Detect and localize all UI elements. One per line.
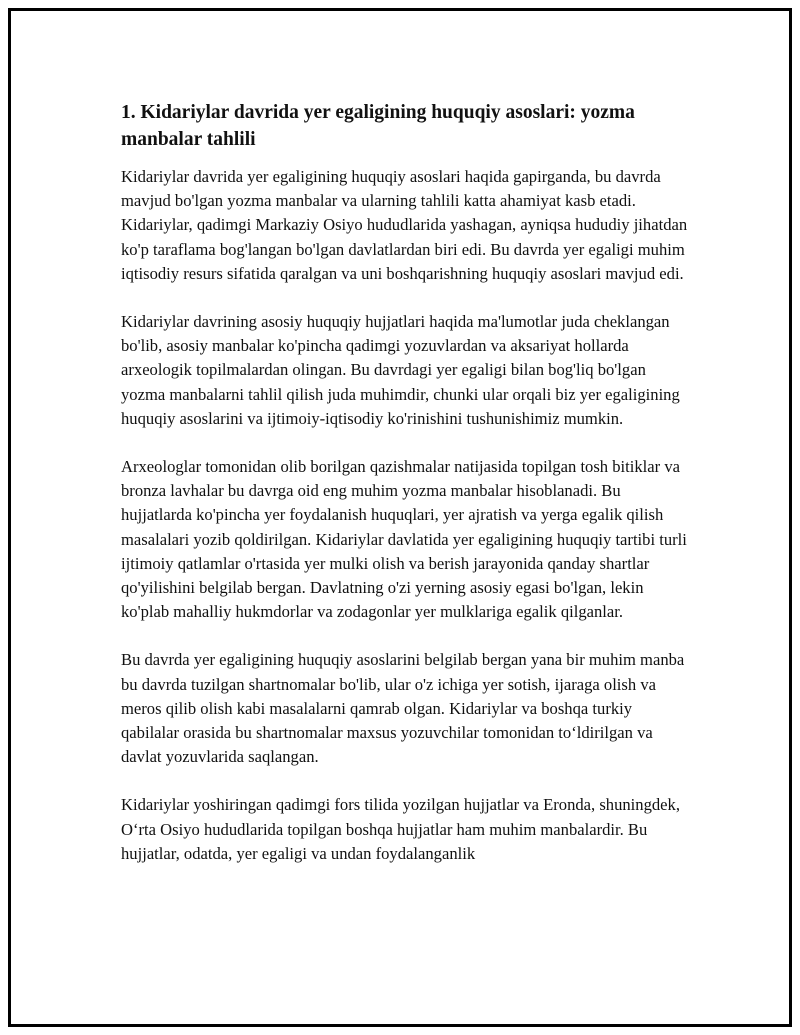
document-body <box>121 99 693 890</box>
paragraph-2: Kidariylar davrining asosiy huquqiy hujjatlari haqida ma'lumotlar juda cheklangan bo'lib, asosiy manbalar ko'pincha qadimgi yozuvlardan va aksariyat hollarda arxeologik topilmalardan olingan. Bu davrdagi yer egaligi bilan bog'liq bo'lgan yozma manbalarni tahlil qilish juda muhimdir, chunki ular orqali biz yer egaligining huquqiy asoslarini va ijtimoiy-iqtisodiy ko'rinishini tushunishimiz mumkin. <box>121 312 680 428</box>
paragraph-4: Bu davrda yer egaligining huquqiy asoslarini belgilab bergan yana bir muhim manba bu davrda tuzilgan shartnomalar bo'lib, ular o'z ichiga yer sotish, ijaraga olish va meros qilib olish kabi masalalarni qamrab olgan. Kidariylar va boshqa turkiy qabilalar orasida bu shartnomalar maxsus yozuvchilar tomonidan to‘ldirilgan va davlat yozuvlarida saqlangan. <box>121 650 685 767</box>
paragraph-5: Kidariylar yoshiringan qadimgi fors tilida yozilgan hujjatlar va Eronda, shuningdek, O‘rta Osiyo hududlarida topilgan boshqa hujjatlar ham muhim manbalardir. Bu hujjatlar, odatda, yer egaligi va undan foydalanganlik <box>121 795 680 863</box>
page-frame <box>8 8 792 1027</box>
paragraph-1: Kidariylar davrida yer egaligining huquqiy asoslari haqida gapirganda, bu davrda mavjud bo'lgan yozma manbalar va ularning tahlili katta ahamiyat kasb etadi. Kidariylar, qadimgi Markaziy Osiyo hududlarida yashagan, ayniqsa hududiy jihatdan ko'p taraflama bog'langan bo'lgan davlatlardan biri edi. Bu davrda yer egaligi muhim iqtisodiy resurs sifatida qaralgan va uni boshqarishning huquqiy asoslari mavjud edi. <box>121 167 688 283</box>
section-heading: 1. Kidariylar davrida yer egaligining huquqiy asoslari: yozma manbalar tahlili <box>121 102 635 150</box>
paragraph-3: Arxeologlar tomonidan olib borilgan qazishmalar natijasida topilgan tosh bitiklar va bronza lavhalar bu davrga oid eng muhim yozma manbalar hisoblanadi. Bu hujjatlarda ko'pincha yer foydalanish huquqlari, yer ajratish va yerga egalik qilish masalalari yozib qoldirilgan. Kidariylar davlatida yer egaligining huquqiy tartibi turli ijtimoiy qatlamlar o'rtasida yer mulki olish va berish jarayonida qanday shartlar qo'yilishini belgilab bergan. Davlatning o'zi yerning asosiy egasi bo'lgan, lekin ko'plab mahalliy hukmdorlar va zodagonlar yer mulklariga egalik qilganlar. <box>121 457 687 622</box>
